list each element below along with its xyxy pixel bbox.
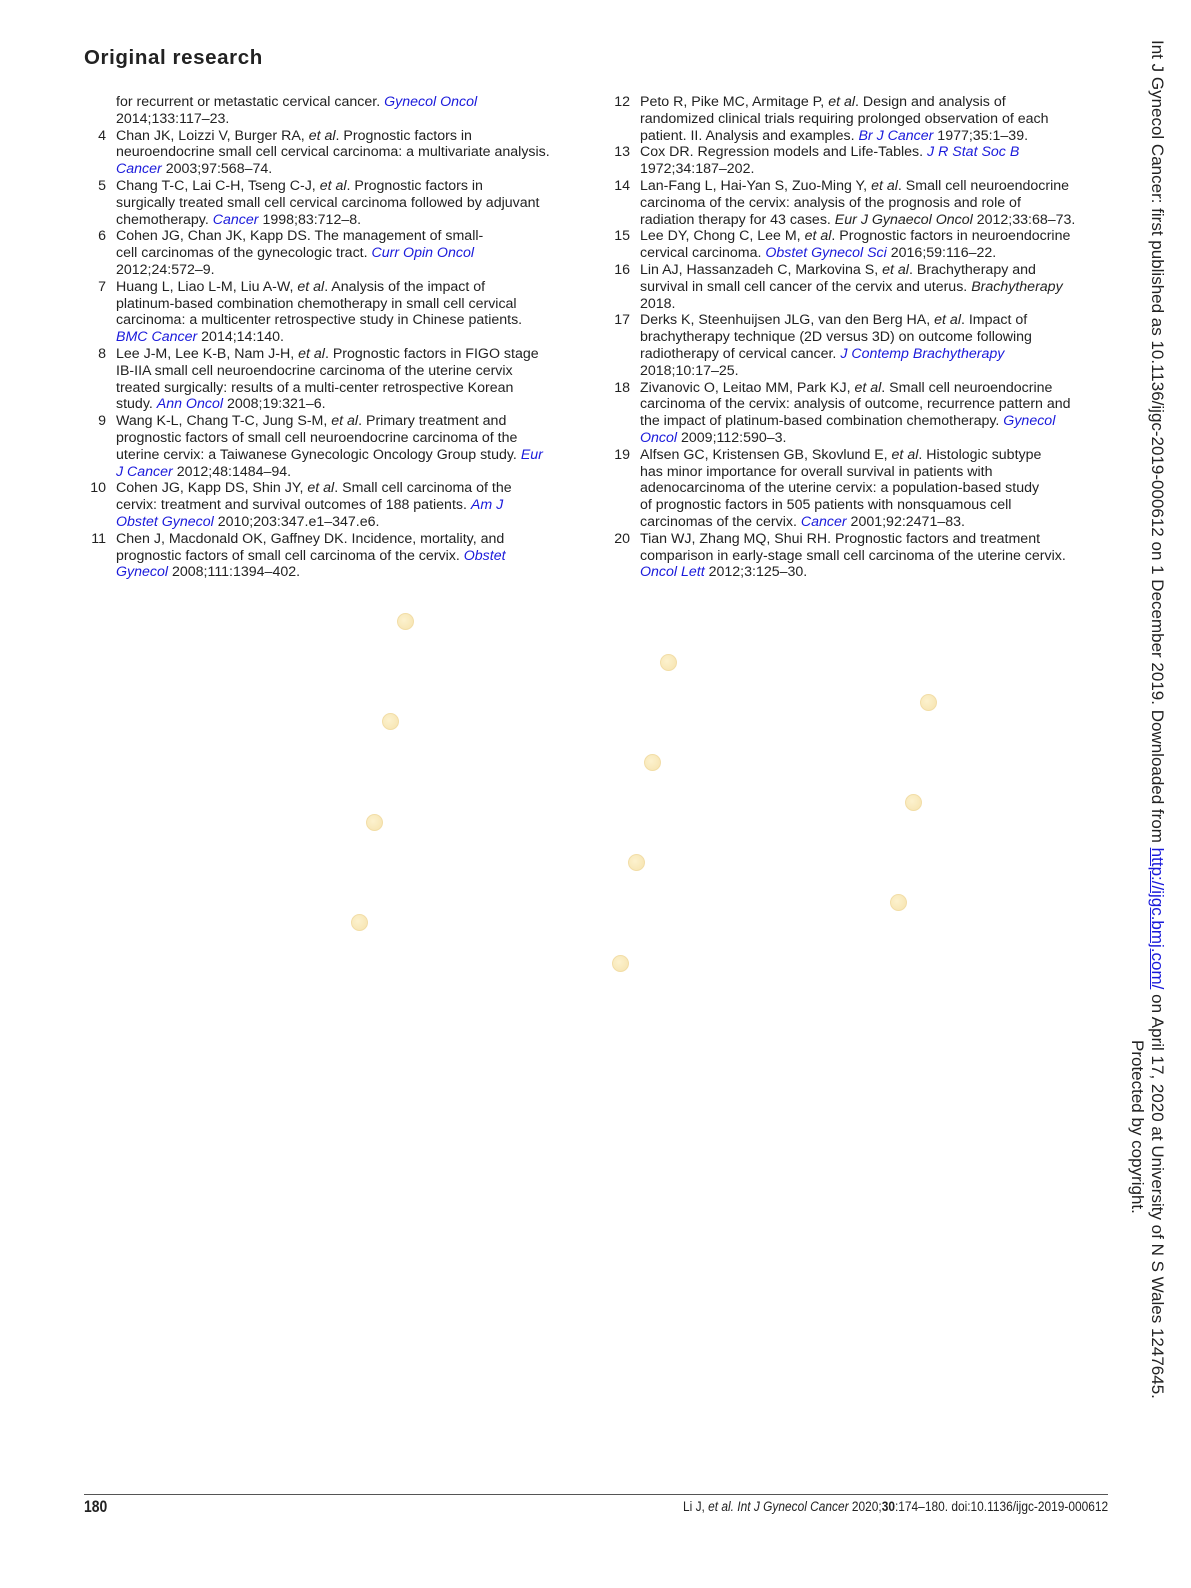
journal-link[interactable]: J R Stat Soc B	[927, 144, 1020, 161]
italic-text: et al	[297, 278, 325, 295]
reference-text: the impact of platinum-based combination chemotherapy.	[640, 413, 1004, 430]
reference-text: 2001;92:2471–83.	[846, 513, 965, 530]
reference-item	[608, 228, 1108, 262]
reference-text: Alfsen GC, Kristensen GB, Skovlund E,	[640, 446, 892, 463]
reference-text: Derks K, Steenhuijsen JLG, van den Berg HA,	[640, 312, 935, 329]
journal-link[interactable]: BMC Cancer	[116, 329, 198, 346]
reference-number: 17	[614, 312, 630, 329]
reference-item	[84, 178, 584, 228]
page-number: 180	[84, 1497, 108, 1516]
footer-divider	[84, 1494, 1108, 1495]
reference-item	[608, 144, 1108, 178]
reference-text: carcinoma of the cervix: analysis of the prognosis and role of	[640, 194, 1021, 211]
reference-text: . Prognostic factors in	[335, 127, 472, 144]
italic-text: Eur J Gynaecol Oncol	[834, 211, 973, 228]
reference-text: . Small cell neuroendocrine	[881, 379, 1053, 396]
reference-item	[84, 128, 584, 178]
watermark-dot-icon	[660, 654, 677, 671]
reference-text: patient. II. Analysis and examples.	[640, 127, 859, 144]
reference-text: Lin AJ, Hassanzadeh C, Markovina S,	[640, 261, 883, 278]
watermark-dot-icon	[351, 914, 368, 931]
watermark-dot-icon	[920, 694, 937, 711]
reference-text: Chen J, Macdonald OK, Gaffney DK. Incidence, mortality, and	[116, 530, 505, 547]
reference-item	[84, 346, 584, 413]
reference-item	[608, 380, 1108, 447]
reference-text: . Brachytherapy and	[908, 261, 1036, 278]
italic-text: et al	[882, 261, 909, 278]
references-left-column	[84, 94, 584, 581]
reference-item	[608, 94, 1108, 144]
reference-text: uterine cervix: a Taiwanese Gynecologic Oncology Group study.	[116, 446, 521, 463]
reference-text: 2018.	[640, 295, 676, 312]
citation-pages: :174–180. doi:10.1136/ijgc-2019-000612	[894, 1499, 1108, 1515]
journal-link[interactable]: Eur	[520, 446, 543, 463]
reference-text: has minor importance for overall survival in patients with	[640, 463, 993, 480]
reference-text: . Small cell carcinoma of the	[334, 480, 512, 497]
reference-text: chemotherapy.	[116, 211, 213, 228]
reference-text: 2012;33:68–73.	[972, 211, 1076, 228]
reference-text: radiation therapy for 43 cases.	[640, 211, 835, 228]
reference-number: 5	[98, 177, 106, 194]
italic-text: et al	[319, 177, 347, 194]
reference-text: Cox DR. Regression models and Life-Tables.	[640, 144, 928, 161]
reference-text: 2012;3:125–30.	[704, 564, 808, 581]
reference-text: of prognostic factors in 505 patients with nonsquamous cell	[640, 497, 1012, 514]
reference-text: treated surgically: results of a multi-center retrospective Korean	[116, 379, 514, 396]
references-right-column	[608, 94, 1108, 581]
citation-volume: 30	[881, 1499, 895, 1515]
italic-text: Brachytherapy	[971, 278, 1063, 295]
reference-text: surgically treated small cell cervical carcinoma followed by adjuvant	[116, 194, 540, 211]
reference-number: 12	[614, 94, 630, 110]
watermark-dot-icon	[644, 754, 661, 771]
journal-link[interactable]: J Cancer	[116, 463, 173, 480]
reference-text: 2014;14:140.	[197, 329, 284, 346]
reference-number: 19	[614, 446, 630, 463]
journal-link[interactable]: Br J Cancer	[858, 127, 934, 144]
italic-text: et al	[854, 379, 882, 396]
reference-number: 16	[614, 261, 630, 278]
reference-number: 11	[91, 530, 106, 547]
reference-text: randomized clinical trials requiring prolonged observation of each	[640, 110, 1049, 127]
journal-link[interactable]: Obstet Gynecol	[116, 513, 214, 530]
reference-text: . Impact of	[960, 312, 1028, 329]
watermark-dot-icon	[382, 713, 399, 730]
journal-link[interactable]: Gynecol Oncol	[384, 94, 478, 110]
footer-citation	[683, 1499, 1108, 1515]
reference-item	[84, 94, 584, 128]
reference-text: neuroendocrine small cell cervical carcinoma: a multivariate analysis.	[116, 144, 550, 161]
reference-item	[608, 531, 1108, 581]
reference-text: 1998;83:712–8.	[258, 211, 362, 228]
reference-text: cervical carcinoma.	[640, 245, 766, 262]
reference-item	[84, 279, 584, 346]
reference-text: 2003;97:568–74.	[161, 161, 273, 178]
reference-text: survival in small cell cancer of the cervix and uterus.	[640, 278, 972, 295]
reference-number: 10	[90, 480, 106, 497]
reference-number: 9	[98, 413, 106, 430]
watermark-dot-icon	[366, 814, 383, 831]
section-heading: Original research	[84, 46, 263, 69]
reference-text: 2012;24:572–9.	[116, 261, 215, 278]
citation-journal: Int J Gynecol Cancer	[733, 1499, 849, 1515]
reference-text: Huang L, Liao L-M, Liu A-W,	[116, 278, 298, 295]
reference-item	[608, 262, 1108, 312]
reference-number: 20	[614, 530, 630, 547]
watermark-dot-icon	[905, 794, 922, 811]
download-notice-sidebar	[1127, 40, 1167, 1520]
reference-text: 2018;10:17–25.	[640, 362, 739, 379]
reference-number: 7	[98, 278, 106, 295]
reference-text: Cohen JG, Chan JK, Kapp DS. The management of small-	[116, 228, 484, 245]
journal-link[interactable]: Oncol	[640, 429, 678, 446]
italic-text: et al	[871, 177, 898, 194]
reference-text: Peto R, Pike MC, Armitage P,	[640, 94, 829, 110]
watermark-dot-icon	[612, 955, 629, 972]
reference-text: . Design and analysis of	[855, 94, 1006, 110]
reference-number: 14	[614, 177, 630, 194]
reference-number: 6	[98, 228, 106, 245]
journal-link[interactable]: Ann Oncol	[156, 396, 223, 413]
sidebar-line1: Int J Gynecol Cancer: first published as 10.1136/ijgc-2019-000612 on 1 December 2019. Downloaded from http://ijgc.bmj.com/ on April 17, 2020 at University of N S Wales 1247645.	[1148, 40, 1167, 1399]
journal-link[interactable]: Curr Opin Oncol	[371, 245, 474, 262]
reference-text: 2008;19:321–6.	[223, 396, 326, 413]
reference-text: . Prognostic factors in neuroendocrine	[831, 228, 1071, 245]
journal-url-link[interactable]: http://ijgc.bmj.com/	[1148, 847, 1167, 990]
journal-link[interactable]: Oncol Lett	[640, 564, 705, 581]
italic-text: et al	[934, 312, 961, 329]
reference-item	[84, 413, 584, 480]
citation-authors: Li J,	[682, 1499, 709, 1515]
reference-text: 1972;34:187–202.	[640, 161, 755, 178]
reference-text: Lee J-M, Lee K-B, Nam J-H,	[116, 345, 299, 362]
reference-text: Lee DY, Chong C, Lee M,	[640, 228, 805, 245]
reference-text: 2012;48:1484–94.	[172, 463, 292, 480]
citation-etal: et al.	[708, 1499, 734, 1515]
reference-text: study.	[116, 396, 157, 413]
italic-text: et al	[891, 446, 919, 463]
reference-text: Lan-Fang L, Hai-Yan S, Zuo-Ming Y,	[640, 177, 872, 194]
reference-text: 1977;35:1–39.	[933, 127, 1029, 144]
reference-item	[608, 178, 1108, 228]
reference-number: 13	[614, 144, 630, 161]
journal-link[interactable]: Cancer	[116, 161, 162, 178]
journal-link[interactable]: Obstet	[463, 547, 506, 564]
reference-number: 18	[614, 379, 630, 396]
journal-link[interactable]: Cancer	[212, 211, 259, 228]
journal-link[interactable]: Gynecol	[116, 564, 169, 581]
reference-item	[84, 531, 584, 581]
reference-text: platinum-based combination chemotherapy in small cell cervical	[116, 295, 517, 312]
reference-text: 2008;111:1394–402.	[168, 564, 301, 581]
reference-item	[608, 447, 1108, 531]
italic-text: et al	[307, 480, 335, 497]
reference-number: 15	[614, 228, 630, 245]
reference-text: . Prognostic factors in FIGO stage	[324, 345, 539, 362]
italic-text: et al	[804, 228, 832, 245]
journal-link[interactable]: J Contemp Brachytherapy	[840, 345, 1005, 362]
reference-text: cervix: treatment and survival outcomes of 188 patients.	[116, 497, 471, 514]
reference-text: 2009;112:590–3.	[677, 429, 787, 446]
reference-text: 2010;203:347.e1–347.e6.	[213, 513, 380, 530]
journal-link[interactable]: Cancer	[800, 513, 847, 530]
citation-year: 2020;	[848, 1499, 882, 1515]
reference-text: carcinoma of the cervix: analysis of outcome, recurrence pattern and	[640, 396, 1071, 413]
reference-text: Zivanovic O, Leitao MM, Park KJ,	[640, 379, 855, 396]
journal-link[interactable]: Am J	[470, 497, 504, 514]
reference-text: IB-IIA small cell neuroendocrine carcinoma of the uterine cervix	[116, 362, 513, 379]
watermark-dot-icon	[628, 854, 645, 871]
reference-text: . Analysis of the impact of	[324, 278, 486, 295]
reference-text: . Small cell neuroendocrine	[897, 177, 1070, 194]
reference-text: . Prognostic factors in	[346, 177, 483, 194]
reference-text: carcinoma: a multicenter retrospective study in Chinese patients.	[116, 312, 523, 329]
reference-text: prognostic factors of small cell carcinoma of the cervix.	[116, 547, 464, 564]
italic-text: et al	[298, 345, 325, 362]
reference-text: Chang T-C, Lai C-H, Tseng C-J,	[116, 177, 320, 194]
italic-text: et al	[331, 413, 359, 430]
reference-text: for recurrent or metastatic cervical cancer.	[116, 94, 385, 110]
reference-text: Chan JK, Loizzi V, Burger RA,	[116, 127, 309, 144]
reference-text: adenocarcinoma of the uterine cervix: a population-based study	[640, 480, 1040, 497]
reference-text: comparison in early-stage small cell carcinoma of the uterine cervix.	[640, 547, 1066, 564]
reference-text: 2016;59:116–22.	[886, 245, 997, 262]
reference-text: prognostic factors of small cell neuroendocrine carcinoma of the	[116, 429, 518, 446]
italic-text: et al	[828, 94, 856, 110]
reference-text: . Histologic subtype	[918, 446, 1042, 463]
reference-text: cell carcinomas of the gynecologic tract.	[116, 245, 372, 262]
reference-text: Wang K-L, Chang T-C, Jung S-M,	[116, 413, 332, 430]
reference-text: carcinomas of the cervix.	[640, 513, 801, 530]
watermark-dot-icon	[397, 613, 414, 630]
reference-number: 8	[98, 345, 106, 362]
reference-text: 2014;133:117–23.	[116, 110, 230, 127]
reference-text: Cohen JG, Kapp DS, Shin JY,	[116, 480, 308, 497]
reference-text: Tian WJ, Zhang MQ, Shui RH. Prognostic factors and treatment	[640, 530, 1041, 547]
reference-item	[84, 228, 584, 278]
reference-number: 4	[98, 127, 106, 144]
reference-text: . Primary treatment and	[358, 413, 507, 430]
italic-text: et al	[308, 127, 336, 144]
copyright-notice: Protected by copyright.	[1128, 1040, 1147, 1214]
reference-text: brachytherapy technique (2D versus 3D) on outcome following	[640, 329, 1032, 346]
reference-item	[84, 480, 584, 530]
journal-link[interactable]: Obstet Gynecol Sci	[765, 245, 887, 262]
reference-item	[608, 312, 1108, 379]
journal-link[interactable]: Gynecol	[1003, 413, 1056, 430]
reference-text: radiotherapy of cervical cancer.	[640, 345, 841, 362]
watermark-dot-icon	[890, 894, 907, 911]
